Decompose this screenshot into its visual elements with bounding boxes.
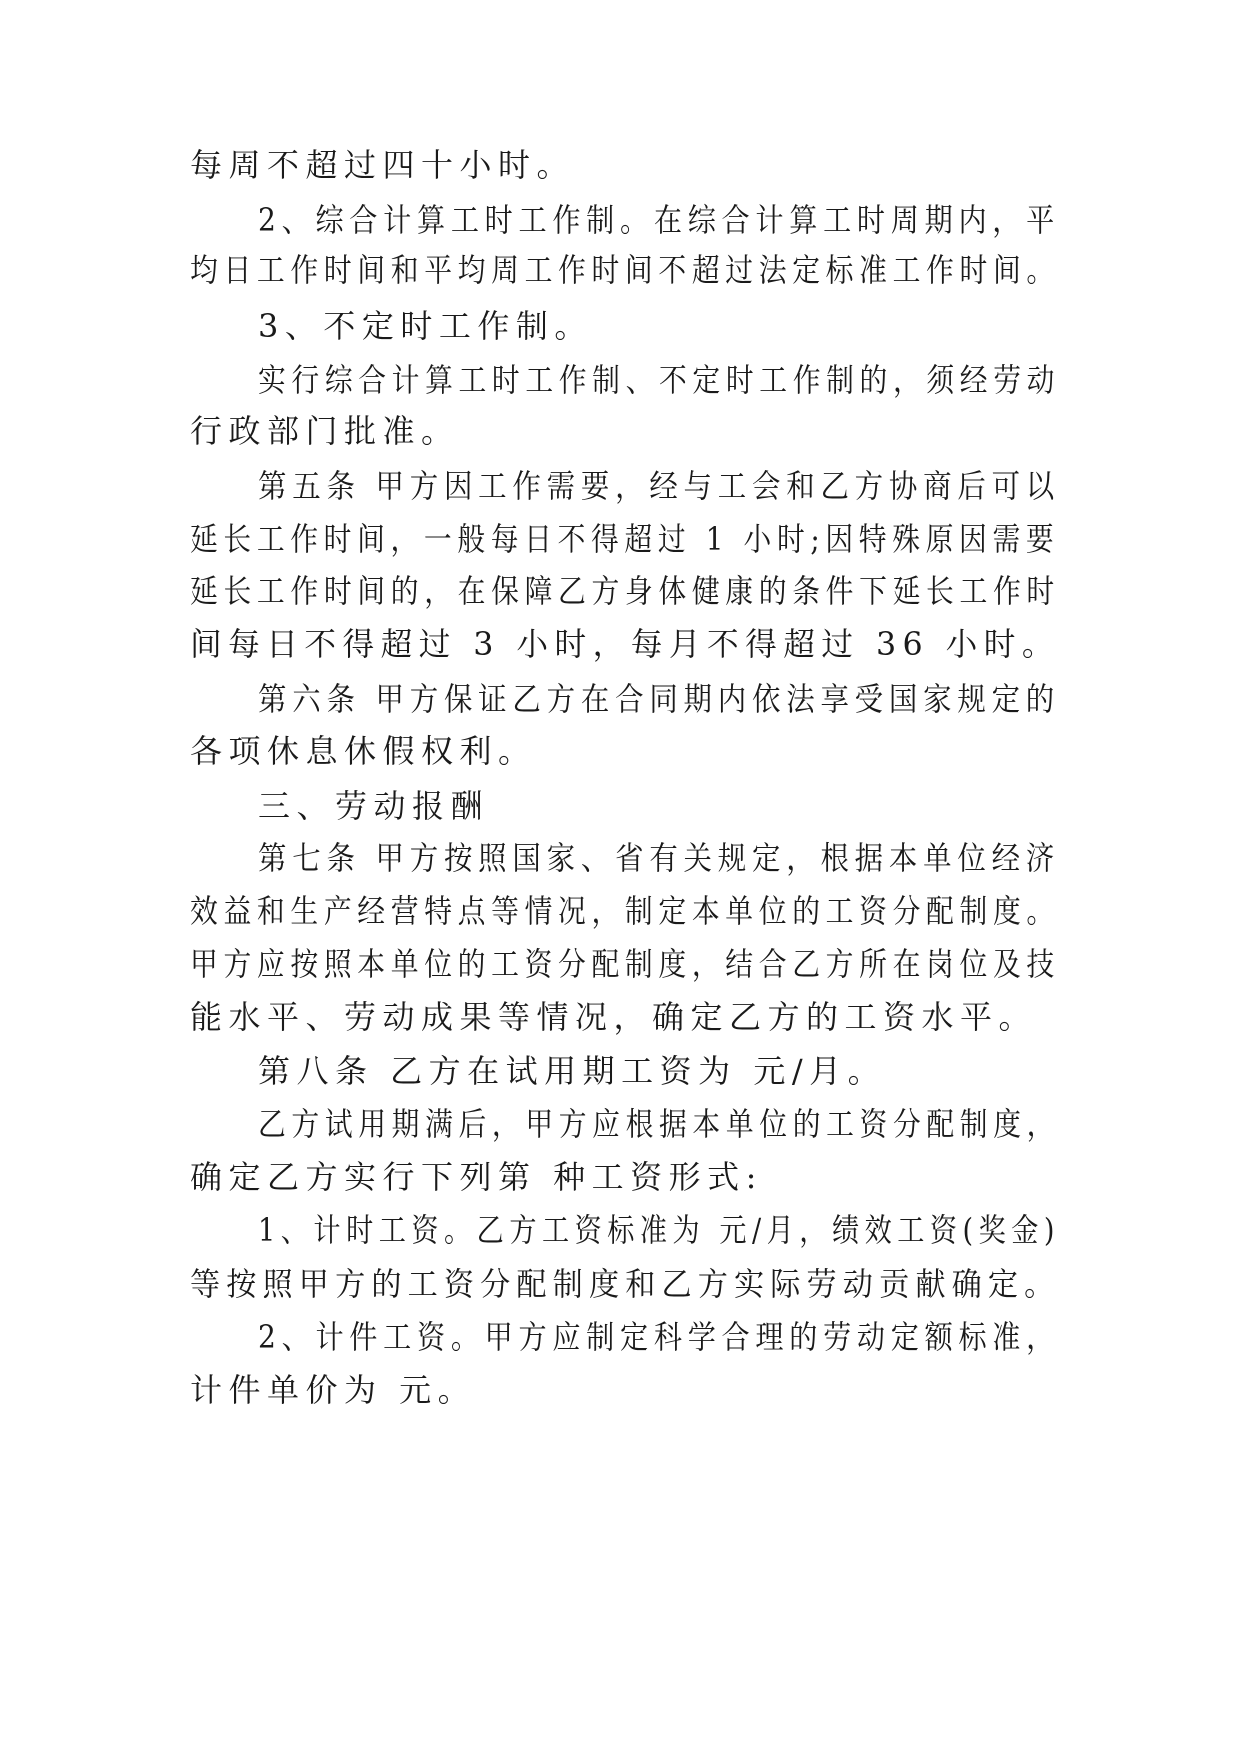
text-line: 实行综合计算工时工作制、不定时工作制的，须经劳动 [258, 361, 1061, 399]
text-line: 确定乙方实行下列第 种工资形式: [190, 1158, 763, 1196]
text-line: 行政部门批准。 [190, 412, 460, 450]
text-line: 每周不超过四十小时。 [190, 146, 576, 184]
text-line: 1、计时工资。乙方工资标准为 元/月，绩效工资(奖金) [258, 1211, 1061, 1249]
text-line: 第六条 甲方保证乙方在合同期内依法享受国家规定的 [258, 680, 1061, 718]
text-line: 甲方应按照本单位的工资分配制度，结合乙方所在岗位及技 [190, 945, 1060, 983]
text-line: 等按照甲方的工资分配制度和乙方实际劳动贡献确定。 [190, 1265, 1061, 1303]
text-line: 计件单价为 元。 [190, 1371, 477, 1409]
text-line: 第八条 乙方在试用期工资为 元/月。 [258, 1052, 887, 1090]
text-line: 各项休息休假权利。 [190, 732, 537, 770]
text-line: 第五条 甲方因工作需要，经与工会和乙方协商后可以 [258, 467, 1061, 505]
text-line: 效益和生产经营特点等情况，制定本单位的工资分配制度。 [190, 892, 1060, 930]
text-line: 2、综合计算工时工作制。在综合计算工时周期内，平 [258, 201, 1060, 239]
text-line: 第七条 甲方按照国家、省有关规定，根据本单位经济 [258, 839, 1061, 877]
text-line: 间每日不得超过 3 小时，每月不得超过 36 小时。 [190, 625, 1060, 663]
text-line: 乙方试用期满后，甲方应根据本单位的工资分配制度， [258, 1105, 1061, 1143]
text-line: 延长工作时间的，在保障乙方身体健康的条件下延长工作时 [190, 572, 1060, 610]
section-heading: 三、劳动报酬 [258, 787, 490, 825]
text-line: 延长工作时间，一般每日不得超过 1 小时;因特殊原因需要 [190, 520, 1060, 558]
text-line: 3、不定时工作制。 [258, 307, 593, 345]
text-line: 2、计件工资。甲方应制定科学合理的劳动定额标准， [258, 1318, 1060, 1356]
text-line: 能水平、劳动成果等情况，确定乙方的工资水平。 [190, 998, 1038, 1036]
text-line: 均日工作时间和平均周工作时间不超过法定标准工作时间。 [190, 251, 1060, 289]
